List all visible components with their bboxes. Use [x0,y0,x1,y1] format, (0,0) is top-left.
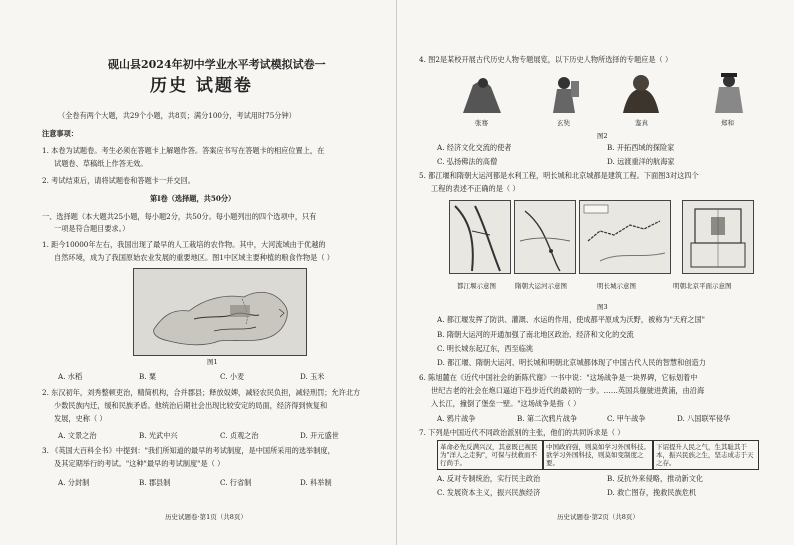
question-6-line-2: 世纪古老的社会在炮口逼迫下趋步近代的最初的一步。……英国兵舰驶进黄浦，由沿海 [431,386,705,395]
question-6-line-1: 6. 陈旭麓在《近代中国社会的新陈代谢》一书中说："这场战争是一块界碑，它标划着中 [419,373,698,382]
dujiangyan-diagram [450,201,510,273]
q6-option-b[interactable]: B. 第二次鸦片战争 [517,414,578,423]
figure-2-label-1: 张骞 [475,119,488,127]
exam-header-title: 砚山县2024年初中学业水平考试模拟试卷一 [108,58,326,71]
figure-2-portrait-1 [461,73,503,115]
great-wall-diagram [580,201,670,273]
exam-info: （全卷有两个大题，共29个小题，共8页；满分100分，考试用时75分钟） [58,111,296,120]
zheng-he-image [709,71,749,115]
q7-option-b[interactable]: B. 反抗外来侵略，推动新文化 [607,474,704,483]
jianzhen-image [619,71,663,115]
figure-3-label-3: 明长城示意图 [597,282,636,290]
section-1-line-2: 一项是符合题目要求。） [54,224,130,233]
q2-option-c[interactable]: C. 贞观之治 [220,431,259,440]
question-2-line-2: 少数民族内迁，缓和民族矛盾。他统治后期社会出现比较安定的局面，经济得到恢复和 [54,401,328,410]
q5-option-b[interactable]: B. 隋朝大运河的开通加强了南北地区政治、经济和文化的交流 [437,330,634,339]
figure-1-caption: 图1 [207,358,218,366]
q4-option-b[interactable]: B. 开拓西域的探险家 [607,143,675,152]
q5-option-a[interactable]: A. 都江堰发挥了防洪、灌溉、水运的作用，使成都平原成为沃野，被称为"天府之国" [437,315,705,324]
q2-option-b[interactable]: B. 光武中兴 [139,431,178,440]
figure-3-beijing-city [682,200,754,274]
q7-quote-1: 革命必先反满兴汉，其意既已视民为"洋人之走狗"，可保与扶救而不行尚手。 [437,440,543,470]
xuanzang-image [545,73,583,115]
note-2: 2. 考试结束后，请将试题卷和答题卡一并交回。 [42,176,195,185]
q1-option-c[interactable]: C. 小麦 [220,372,245,381]
question-1-line-2: 自然环境，成为了我国原始农业发展的重要地区。图1中区域主要种植的粮食作物是（ ） [54,253,334,262]
q4-option-a[interactable]: A. 经济文化交流的使者 [437,143,512,152]
figure-3-caption: 图3 [597,303,608,311]
q3-option-d[interactable]: D. 科举制 [300,478,332,487]
part-1-heading: 第Ⅰ卷（选择题，共50分） [150,194,236,203]
figure-3-grand-canal [514,200,576,274]
figure-2-label-3: 鉴真 [635,119,648,127]
q6-option-a[interactable]: A. 鸦片战争 [437,414,476,423]
q4-option-d[interactable]: D. 远渡重洋的航海家 [607,157,675,166]
figure-3-great-wall [579,200,671,274]
question-5-line-2: 工程的表述不正确的是（ ） [431,184,520,193]
page-footer-left: 历史试题卷·第1页（共8页） [165,513,247,521]
figure-3-dujiangyan [449,200,511,274]
question-3-line-2: 及其定期举行的考试。"这种"最早的考试制度"是（ ） [54,459,225,468]
subject-title: 历史 试题卷 [150,76,253,96]
china-map-image [134,269,306,355]
q3-option-b[interactable]: B. 郡县制 [139,478,171,487]
figure-3-label-1: 都江堰示意图 [457,282,496,290]
question-2-line-3: 发展，史称（ ） [54,414,107,423]
q2-option-a[interactable]: A. 文景之治 [58,431,97,440]
figure-3-label-4: 明朝北京平面示意图 [673,282,732,290]
question-7-line: 7. 下列是中国近代不同政治派别的主张，他们的共同诉求是（ ） [419,428,625,437]
note-1-line-2: 试题卷、草稿纸上作答无效。 [54,159,148,168]
question-5-line-1: 5. 都江堰和隋朝大运河都是水利工程，明长城和北京城都是建筑工程。下面图3对这四个 [419,171,699,180]
figure-2-portrait-4 [709,71,749,115]
q1-option-d[interactable]: D. 玉米 [300,372,325,381]
figure-2-portrait-2 [545,73,583,115]
q5-option-d[interactable]: D. 都江堰、隋朝大运河、明长城和明朝北京城都体现了中国古代人民的智慧和创造力 [437,358,706,367]
q2-option-d[interactable]: D. 开元盛世 [300,431,339,440]
figure-2-caption: 图2 [597,132,608,140]
q7-quote-2: 中国政府强，则莫如学习外国科技。欲学习外国科技，则莫如变制度之要。 [543,440,653,470]
q5-option-c[interactable]: C. 明长城东起辽东，西至临洮 [437,344,534,353]
figure-1-map [133,268,307,356]
question-4-line: 4. 图2是某校开展古代历史人物专题展览，以下历史人物所选择的专题应是（ ） [419,55,673,64]
q3-option-c[interactable]: C. 行省制 [220,478,252,487]
note-1-line-1: 1. 本卷为试题卷。考生必须在答题卡上解题作答。答案应书写在答题卡的相应位置上，在 [42,146,325,155]
q6-option-d[interactable]: D. 八国联军侵华 [677,414,731,423]
page-right [397,0,794,545]
q7-option-d[interactable]: D. 救亡图存，挽救民族危机 [607,488,697,497]
notes-heading: 注意事项： [42,129,78,138]
q7-quote-3: 下诏提升人民之气，生其耻其于本，振兴民族之生，坚志成志于天之存。 [653,440,759,470]
q1-option-b[interactable]: B. 粟 [139,372,157,381]
q1-option-a[interactable]: A. 水稻 [58,372,83,381]
zhang-qian-image [461,73,503,115]
question-1-line-1: 1. 距今10000年左右，我国出现了最早的人工栽培的农作物。其中，大河流域由于优越的 [42,240,326,249]
question-2-line-1: 2. 东汉初年，刘秀整顿吏治，精简机构，合并郡县；释放奴婢，减轻农民负担，减轻刑罚；允许北方 [42,388,361,397]
figure-2-label-4: 郑和 [721,119,734,127]
figure-3-label-2: 隋朝大运河示意图 [515,282,567,290]
figure-2-portrait-3 [619,71,663,115]
beijing-plan-diagram [683,201,753,273]
q3-option-a[interactable]: A. 分封制 [58,478,90,487]
question-3-line-1: 3. 《英国大百科全书》中提到："我们所知道的最早的考试制度，是中国所采用的选举制度， [42,446,335,455]
q4-option-c[interactable]: C. 弘扬佛法的高僧 [437,157,498,166]
question-6-line-3: 入长江，撞倒了堡垒一壁。"这场战争是指（ ） [431,399,581,408]
section-1-line-1: 一、选择题（本大题共25小题，每小题2分，共50分。每小题列出的四个选项中，只有 [42,212,317,221]
figure-2-label-2: 玄奘 [557,119,570,127]
q7-option-c[interactable]: C. 发展资本主义，振兴民族经济 [437,488,541,497]
page-footer-right: 历史试题卷·第2页（共8页） [557,513,639,521]
q6-option-c[interactable]: C. 甲午战争 [607,414,646,423]
q7-option-a[interactable]: A. 反对专制统治，实行民主政治 [437,474,541,483]
grand-canal-diagram [515,201,575,273]
